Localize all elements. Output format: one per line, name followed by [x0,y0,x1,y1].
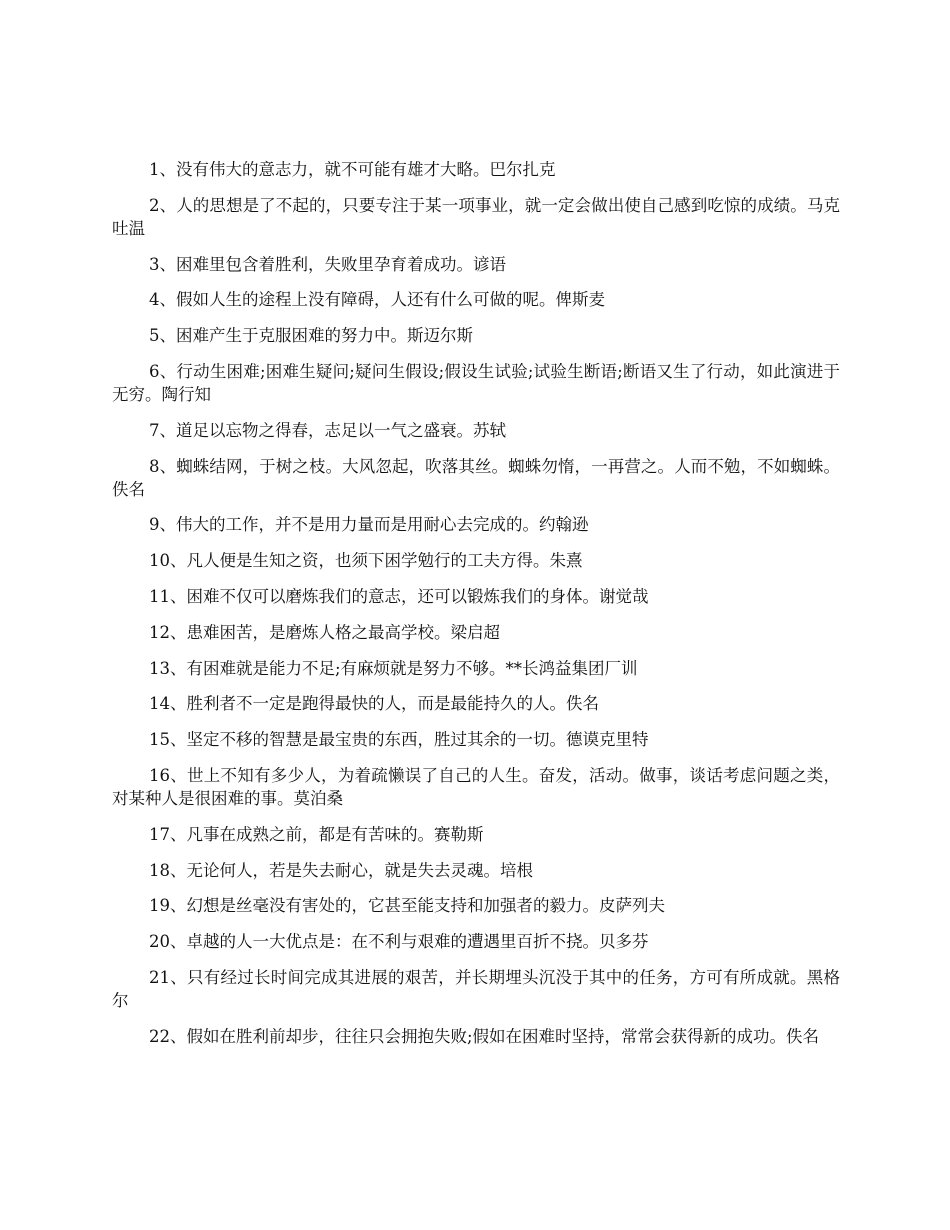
quote-item: 15、坚定不移的智慧是最宝贵的东西，胜过其余的一切。德谟克里特 [149,730,649,750]
quote-item: 21、只有经过长时间完成其进展的艰苦，并长期埋头沉没于其中的任务，方可有所成就。黑格尔 [112,967,840,1010]
quote-item: 9、伟大的工作，并不是用力量而是用耐心去完成的。约翰逊 [149,515,589,535]
quote-item: 2、人的思想是了不起的，只要专注于某一项事业，就一定会做出使自己感到吃惊的成绩。马克吐温 [112,195,840,238]
quote-item: 11、困难不仅可以磨炼我们的意志，还可以锻炼我们的身体。谢觉哉 [149,586,649,606]
quote-item: 16、世上不知有多少人，为着疏懒误了自己的人生。奋发，活动。做事，谈话考虑问题之类，对某种人是很困难的事。莫泊桑 [112,765,840,808]
quote-list [112,158,840,1061]
quote-item: 22、假如在胜利前却步，往往只会拥抱失败;假如在困难时坚持，常常会获得新的成功。佚名 [149,1026,820,1046]
quote-item: 1、没有伟大的意志力，就不可能有雄才大略。巴尔扎克 [149,160,556,179]
quote-item: 5、困难产生于克服困难的努力中。斯迈尔斯 [149,326,473,346]
quote-item: 3、困难里包含着胜利，失败里孕育着成功。谚语 [149,254,506,274]
quote-item: 8、蜘蛛结网，于树之枝。大风忽起，吹落其丝。蜘蛛勿惰，一再营之。人而不勉，不如蜘蛛。佚名 [112,456,840,499]
quote-item: 10、凡人便是生知之资，也须下困学勉行的工夫方得。朱熹 [149,551,583,571]
quote-item: 20、卓越的人一大优点是：在不利与艰难的遭遇里百折不挠。贝多芬 [149,932,649,952]
quote-item: 18、无论何人，若是失去耐心，就是失去灵魂。培根 [149,860,533,880]
quote-item: 4、假如人生的途程上没有障碍，人还有什么可做的呢。俾斯麦 [149,290,605,310]
quote-item: 6、行动生困难;困难生疑问;疑问生假设;假设生试验;试验生断语;断语又生了行动，如此演进于无穷。陶行知 [112,361,840,404]
quote-item: 19、幻想是丝毫没有害处的，它甚至能支持和加强者的毅力。皮萨列夫 [149,896,665,916]
quote-item: 14、胜利者不一定是跑得最快的人，而是最能持久的人。佚名 [149,694,599,714]
quote-item: 13、有困难就是能力不足;有麻烦就是努力不够。**长鸿益集团厂训 [149,658,638,678]
quote-item: 12、患难困苦，是磨炼人格之最高学校。梁启超 [149,622,500,642]
quote-item: 7、道足以忘物之得春，志足以一气之盛衰。苏轼 [149,420,506,440]
quote-item: 17、凡事在成熟之前，都是有苦味的。赛勒斯 [149,824,484,844]
